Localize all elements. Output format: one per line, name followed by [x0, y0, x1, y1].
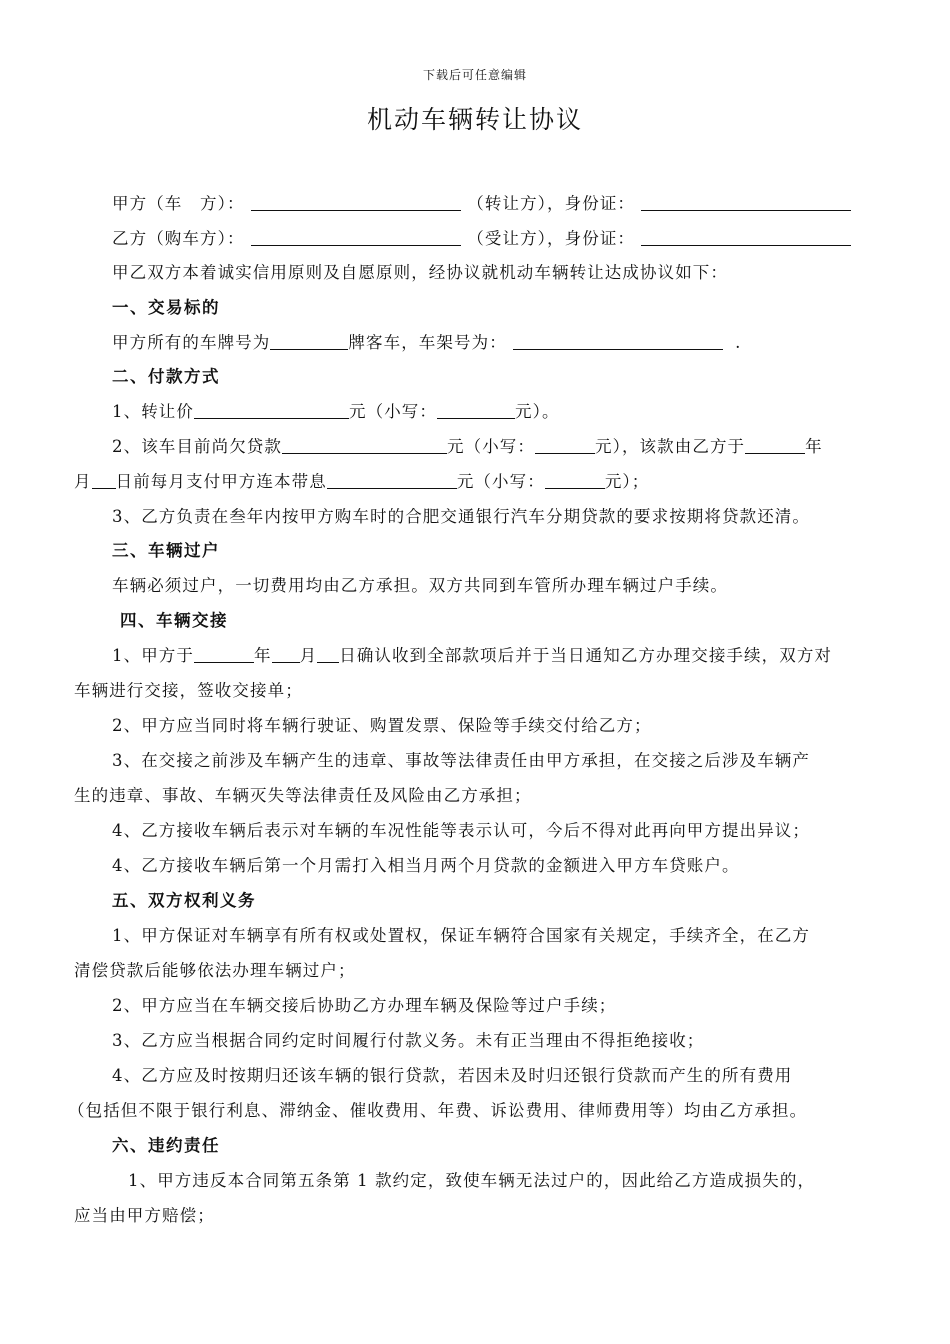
monthly-small-blank: [545, 472, 605, 489]
section-5-heading: 五、双方权利义务: [112, 891, 256, 910]
intro-paragraph: 甲乙双方本着诚实信用原则及自愿原则，经协议就机动车辆转让达成协议如下：: [112, 263, 728, 282]
section-2-p2: [112, 436, 880, 458]
text-run: 牌客车，车架号为：: [348, 333, 507, 352]
text-run: 1、甲方于: [112, 646, 194, 665]
text-run: 2、该车目前尚欠贷款: [112, 437, 282, 456]
handover-day-blank: [317, 646, 339, 663]
text-run: 月: [74, 472, 92, 491]
price-small-blank: [437, 402, 515, 419]
section-4-p5: 4、乙方接收车辆后第一个月需打入相当月两个月贷款的金额进入甲方车贷账户。: [112, 856, 740, 875]
party-b-name-blank: [251, 229, 461, 246]
text-run: 年: [254, 646, 272, 665]
section-4-heading: 四、车辆交接: [120, 611, 228, 630]
section-4-p1: [112, 645, 880, 667]
year-blank: [745, 437, 805, 454]
section-1-heading: 一、交易标的: [112, 298, 220, 317]
text-run: 年: [805, 437, 823, 456]
section-5-p4-cont: （包括但不限于银行利息、滞纳金、催收费用、年费、诉讼费用、律师费用等）均由乙方承担。: [68, 1101, 808, 1120]
section-2-heading: 二、付款方式: [112, 367, 220, 386]
section-2-p1: [112, 401, 880, 423]
loan-blank: [282, 437, 447, 454]
party-a-label: 甲方（车 方）：: [112, 194, 245, 213]
text-run: 日确认收到全部款项后并于当日通知乙方办理交接手续，双方对: [339, 646, 833, 665]
plate-blank: [270, 333, 348, 350]
text-run: 元）；: [604, 472, 650, 491]
text-run: 元（小写：: [447, 437, 535, 456]
text-run: 元（小写：: [349, 402, 437, 421]
month-blank: [92, 472, 116, 489]
text-run: .: [735, 333, 742, 352]
party-a-role: （转让方），身份证：: [467, 194, 636, 213]
party-b-line: [112, 228, 880, 250]
section-6-p1: 1、甲方违反本合同第五条第 1 款约定，致使车辆无法过户的，因此给乙方造成损失的，: [128, 1171, 816, 1190]
section-4-p1-cont: 车辆进行交接，签收交接单；: [74, 681, 303, 700]
section-2-p3: 3、乙方负责在叁年内按甲方购车时的合肥交通银行汽车分期贷款的要求按期将贷款还清。: [112, 507, 810, 526]
document-title: 机动车辆转让协议: [366, 105, 583, 134]
section-5-p2: 2、甲方应当在车辆交接后协助乙方办理车辆及保险等过户手续；: [112, 996, 617, 1015]
party-b-role: （受让方），身份证：: [467, 229, 636, 248]
price-blank: [194, 402, 349, 419]
section-4-p4: 4、乙方接收车辆后表示对车辆的车况性能等表示认可，今后不得对此再向甲方提出异议；: [112, 821, 810, 840]
text-run: 元）。: [515, 402, 560, 421]
text-run: 元），该款由乙方于: [595, 437, 746, 456]
section-5-p4: 4、乙方应及时按期归还该车辆的银行贷款，若因未及时归还银行贷款而产生的所有费用: [112, 1066, 793, 1085]
text-run: 日前每月支付甲方连本带息: [115, 472, 327, 491]
section-5-p1: 1、甲方保证对车辆享有所有权或处置权，保证车辆符合国家有关规定，手续齐全，在乙方: [112, 926, 810, 945]
section-6-p1-cont: 应当由甲方赔偿；: [74, 1206, 215, 1225]
text-run: 1、转让价: [112, 402, 194, 421]
party-a-id-blank: [641, 194, 851, 211]
section-4-p3: 3、在交接之前涉及车辆产生的违章、事故等法律责任由甲方承担，在交接之后涉及车辆产: [112, 751, 810, 770]
text-run: 甲方所有的车牌号为: [112, 333, 271, 352]
monthly-blank: [327, 472, 457, 489]
party-b-label: 乙方（购车方）：: [112, 229, 245, 248]
party-a-line: [112, 193, 880, 215]
text-run: 月: [299, 646, 318, 665]
section-4-p2: 2、甲方应当同时将车辆行驶证、购置发票、保险等手续交付给乙方；: [112, 716, 652, 735]
section-1-p1: [112, 332, 880, 354]
section-5-p1-cont: 清偿贷款后能够依法办理车辆过户；: [74, 961, 356, 980]
section-5-p3: 3、乙方应当根据合同约定时间履行付款义务。未有正当理由不得拒绝接收；: [112, 1031, 705, 1050]
handover-month-blank: [272, 646, 300, 663]
party-b-id-blank: [641, 229, 851, 246]
vin-blank: [513, 333, 723, 350]
loan-small-blank: [535, 437, 595, 454]
handover-year-blank: [194, 646, 254, 663]
section-3-p1: 车辆必须过户，一切费用均由乙方承担。双方共同到车管所办理车辆过户手续。: [112, 576, 728, 595]
header-note: 下载后可任意编辑: [422, 68, 527, 82]
text-run: 元（小写：: [456, 472, 545, 491]
party-a-name-blank: [251, 194, 461, 211]
section-2-p2-cont: [74, 471, 880, 493]
section-3-heading: 三、车辆过户: [112, 541, 220, 560]
section-6-heading: 六、违约责任: [112, 1136, 220, 1155]
section-4-p3-cont: 生的违章、事故、车辆灭失等法律责任及风险由乙方承担；: [74, 786, 532, 805]
